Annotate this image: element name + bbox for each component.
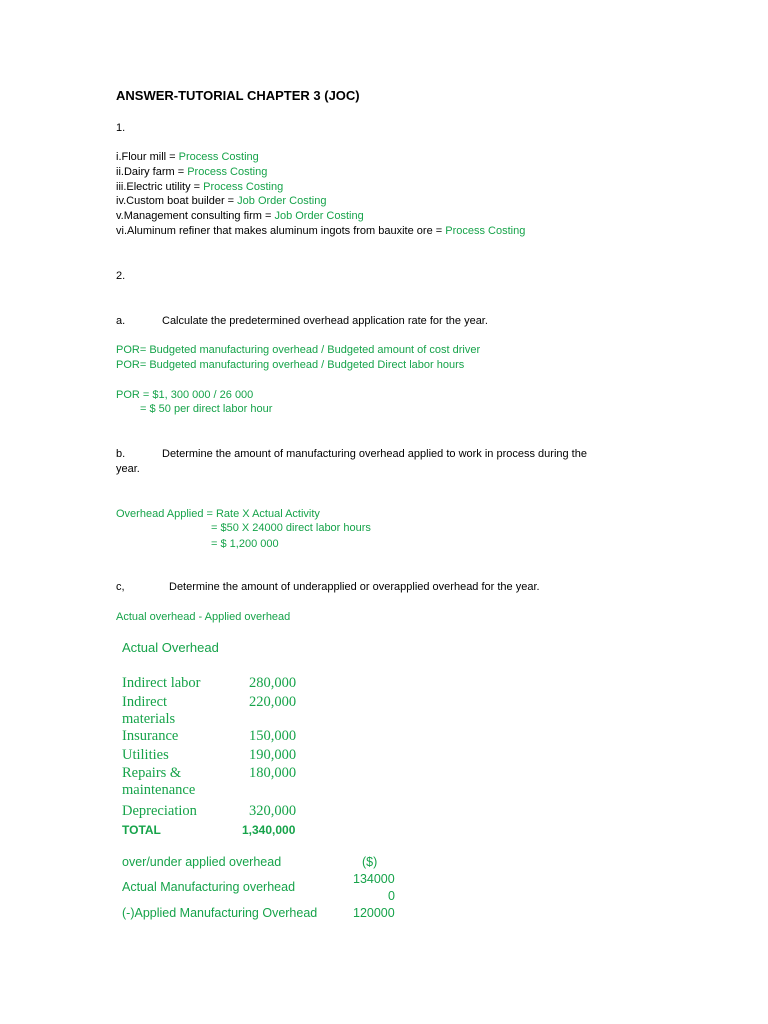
- summary-applied-value: 120000: [353, 906, 395, 920]
- list-item: [116, 209, 525, 224]
- list-item: [116, 165, 525, 180]
- list-item: [116, 150, 525, 165]
- item-prefix: iv.Custom boat builder =: [116, 195, 238, 208]
- over-under-formula: Actual overhead - Applied overhead: [116, 611, 291, 623]
- summary-actual-label: Actual Manufacturing overhead: [122, 880, 296, 894]
- list-item: [116, 194, 525, 209]
- table-row-value: 280,000: [249, 675, 297, 691]
- summary-header-label: over/under applied overhead: [122, 855, 282, 869]
- item-answer: Process Costing: [178, 151, 259, 163]
- part-a-letter: a.: [116, 315, 126, 327]
- item-answer: Process Costing: [187, 165, 268, 178]
- table-row-value: 150,000: [249, 728, 297, 744]
- part-a-question: Calculate the predetermined overhead application rate for the year.: [162, 315, 488, 327]
- table-row-label: Depreciation: [122, 803, 197, 819]
- table-row-label: Insurance: [122, 728, 179, 744]
- summary-actual-value-continued: 0: [388, 889, 395, 903]
- por-calculation: POR = $1, 300 000 / 26 000: [116, 389, 254, 401]
- part-c-question: Determine the amount of underapplied or overapplied overhead for the year.: [169, 581, 540, 593]
- document-title: ANSWER-TUTORIAL CHAPTER 3 (JOC): [116, 88, 360, 103]
- actual-overhead-heading: Actual Overhead: [122, 640, 219, 655]
- table-row-label: Indirect: [122, 694, 168, 710]
- item-prefix: v.Management consulting firm =: [116, 210, 275, 223]
- question-1-number: 1.: [116, 122, 126, 134]
- part-b-question-continued: year.: [116, 463, 140, 475]
- item-prefix: i.Flour mill =: [116, 151, 179, 163]
- overhead-applied-calculation: = $50 X 24000 direct labor hours: [211, 522, 371, 534]
- item-prefix: iii.Electric utility =: [116, 180, 204, 193]
- overhead-applied-result: = $ 1,200 000: [211, 538, 279, 550]
- list-item: [116, 224, 525, 239]
- item-answer: Job Order Costing: [274, 210, 364, 223]
- table-total-value: 1,340,000: [242, 823, 296, 837]
- por-formula-line: POR= Budgeted manufacturing overhead / Budgeted amount of cost driver: [116, 344, 481, 356]
- por-result: = $ 50 per direct labor hour: [140, 403, 273, 415]
- table-row-label: Repairs &: [122, 765, 182, 781]
- table-total-label: TOTAL: [122, 823, 161, 837]
- table-row-label: Utilities: [122, 747, 169, 763]
- item-prefix: vi.Aluminum refiner that makes aluminum ingots from bauxite ore =: [116, 224, 446, 237]
- question-1-answer-list: [116, 150, 525, 239]
- overhead-applied-formula: Overhead Applied = Rate X Actual Activity: [116, 508, 320, 520]
- item-answer: Process Costing: [445, 224, 526, 237]
- por-formula-line: POR= Budgeted manufacturing overhead / Budgeted Direct labor hours: [116, 359, 465, 371]
- summary-applied-label: (-)Applied Manufacturing Overhead: [122, 906, 318, 920]
- table-row-value: 190,000: [249, 747, 297, 763]
- item-answer: Process Costing: [203, 180, 284, 193]
- part-b-letter: b.: [116, 448, 126, 460]
- part-b-question: Determine the amount of manufacturing overhead applied to work in process during the: [162, 448, 587, 460]
- table-row-value: 180,000: [249, 765, 297, 781]
- list-item: [116, 180, 525, 195]
- table-row-value: 220,000: [249, 694, 297, 710]
- question-2-number: 2.: [116, 270, 126, 282]
- summary-actual-value: 134000: [353, 872, 395, 886]
- summary-header-unit: ($): [362, 855, 378, 869]
- table-row-label: Indirect labor: [122, 675, 201, 691]
- part-c-letter: c,: [116, 581, 125, 593]
- table-row-label-continued: maintenance: [122, 782, 196, 798]
- table-row-value: 320,000: [249, 803, 297, 819]
- item-answer: Job Order Costing: [237, 195, 327, 208]
- item-prefix: ii.Dairy farm =: [116, 165, 188, 178]
- table-row-label-continued: materials: [122, 711, 176, 727]
